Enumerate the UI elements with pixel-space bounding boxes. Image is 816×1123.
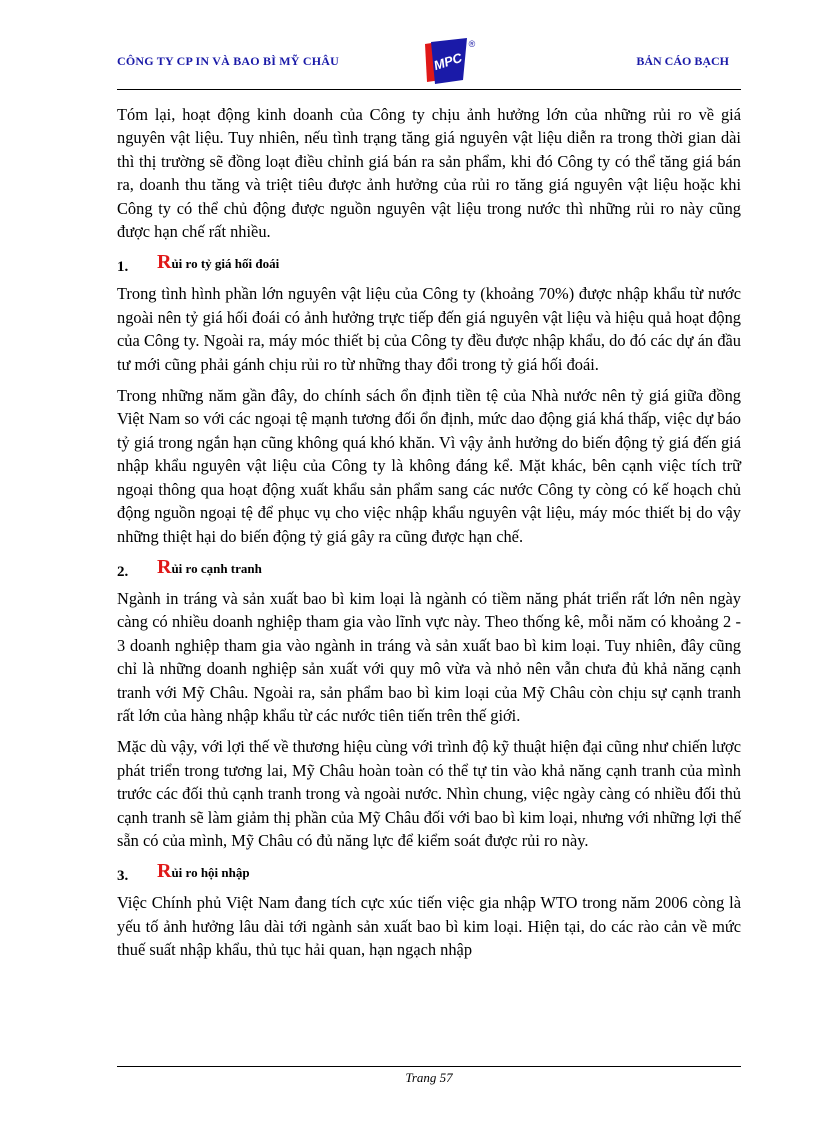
section-title — [157, 251, 279, 274]
section-title — [157, 556, 262, 579]
page-content — [117, 103, 741, 970]
page-header — [117, 38, 741, 90]
paragraph-intro: Tóm lại, hoạt động kinh doanh của Công ty chịu ảnh hưởng lớn của những rủi ro về giá nguyên vật liệu. Tuy nhiên, nếu tình trạng tăng giá nguyên vật liệu diễn ra trong thời gian dài thì thị trường sẽ đồng loạt điều chỉnh giá bán ra sản phẩm, khi đó Công ty có thể tăng giá bán ra, doanh thu tăng và triệt tiêu được ảnh hưởng của rủi ro tăng giá nguyên vật liệu hoặc khi Công ty có thể chủ động được nguồn nguyên vật liệu trong nước thì những rủi ro này cũng được hạn chế rất nhiều. — [117, 105, 741, 242]
section-title-text: ủi ro tỷ giá hối đoái — [171, 256, 280, 272]
section-title-text: ủi ro cạnh tranh — [171, 560, 262, 576]
company-name: CÔNG TY CP IN VÀ BAO BÌ MỸ CHÂU — [117, 54, 339, 68]
section-number: 3. — [117, 868, 129, 885]
section-drop-cap: R — [157, 860, 172, 883]
section-drop-cap: R — [157, 251, 172, 274]
header-divider — [117, 89, 741, 90]
footer-divider — [117, 1066, 741, 1067]
section-title — [157, 860, 250, 883]
paragraph-exchange-2: Trong những năm gần đây, do chính sách ổn định tiền tệ của Nhà nước nên tỷ giá giữa đồng Việt Nam so với các ngoại tệ mạnh tương đối ổn định, mức dao động giá khá thấp, việc dự báo tỷ giá trong ngắn hạn cũng không quá khó khăn. Vì vậy ảnh hưởng do biến động tỷ giá đến giá nhập khẩu nguyên vật liệu của Công ty là không đáng kể. Mặt khác, bên cạnh việc tích trữ ngoại thông qua hoạt động xuất khẩu sản phẩm sang các nước Công ty còng có kế hoạch chủ động nguồn ngoại tệ để phục vụ cho việc nhập khẩu nguyên vật liệu, máy móc thiết bị do vậy những thiệt hại do biến động tỷ giá gây ra cũng được hạn chế. — [117, 386, 741, 546]
section-heading-integration — [117, 860, 741, 886]
section-number: 1. — [117, 259, 129, 276]
section-number: 2. — [117, 563, 129, 580]
page-number: Trang 57 — [405, 1070, 453, 1085]
paragraph-competition-1: Ngành in tráng và sản xuất bao bì kim loại là ngành có tiềm năng phát triển rất lớn nên ngày càng có nhiều doanh nghiệp tham gia vào lĩnh vực này. Theo thống kê, mỗi năm có khoảng 2 - 3 doanh nghiệp tham gia vào ngành in tráng và sản xuất bao bì kim loại. Tuy nhiên, đây cũng chỉ là những doanh nghiệp sản xuất với quy mô vừa và nhỏ nên vẫn chưa đủ khả năng cạnh tranh với Mỹ Châu. Ngoài ra, sản phẩm bao bì kim loại của Mỹ Châu còn chịu sự cạnh tranh rất lớn của hàng nhập khẩu từ các nước tiên tiến trên thế giới. — [117, 588, 741, 725]
registered-mark: ® — [468, 39, 476, 49]
logo-text: MPC — [431, 49, 464, 74]
paragraph-exchange-1: Trong tình hình phần lớn nguyên vật liệu của Công ty (khoảng 70%) được nhập khẩu từ nước ngoài nên tỷ giá hối đoái có ảnh hưởng trực tiếp đến giá nguyên vật liệu và hiệu quả hoạt động của Công ty. Ngoài ra, máy móc thiết bị của Công ty đều được nhập khẩu, do đó các dự án đầu tư mới cũng phải gánh chịu rủi ro từ những thay đổi trong tỷ giá hối đoái. — [117, 284, 741, 374]
section-heading-competition — [117, 556, 741, 582]
section-heading-exchange-rate — [117, 251, 741, 277]
paragraph-integration-1: Việc Chính phủ Việt Nam đang tích cực xúc tiến việc gia nhập WTO trong năm 2006 còng là yếu tố ảnh hưởng lâu dài tới ngành sản xuất bao bì kim loại. Hiện tại, do các rào cản về mức thuế suất nhập khẩu, thủ tục hải quan, hạn ngạch nhập — [117, 893, 741, 960]
section-title-text: ủi ro hội nhập — [171, 865, 250, 881]
section-drop-cap: R — [157, 555, 172, 578]
document-title: BẢN CÁO BẠCH — [636, 54, 729, 68]
paragraph-competition-2: Mặc dù vậy, với lợi thế về thương hiệu cùng với trình độ kỹ thuật hiện đại cũng như chiến lược phát triển trong tương lai, Mỹ Châu hoàn toàn có thể tự tin vào khả năng cạnh tranh của mình trước các đối thủ cạnh tranh trong và ngoài nước. Nhìn chung, việc ngày càng có nhiều đối thủ cạnh tranh sẽ làm giảm thị phần của Mỹ Châu đối với bao bì kim loại, nhưng với những lợi thế sẵn có của mình, Mỹ Châu có đủ năng lực để kiểm soát được rủi ro này. — [117, 737, 741, 850]
company-logo — [417, 38, 477, 84]
